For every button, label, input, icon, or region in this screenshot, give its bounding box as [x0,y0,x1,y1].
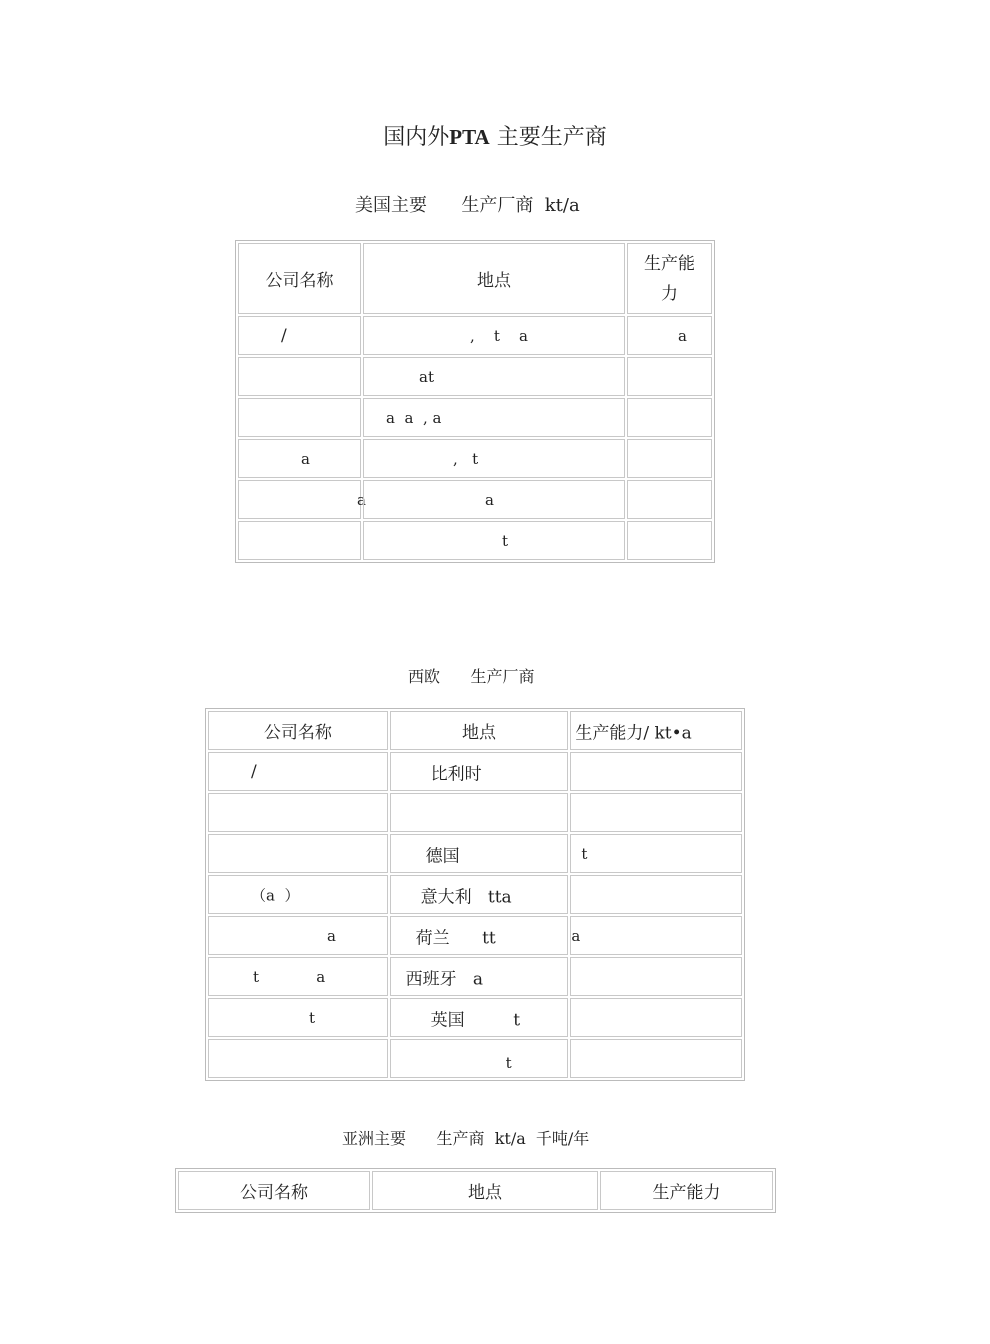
header-capacity: 生产能力/ kt•a [570,711,742,750]
table-header-row [208,711,742,750]
page-title: 国内外PTA 主要生产商 [383,125,607,150]
table-row: t 英国 t [208,998,742,1037]
table-row: t [208,1039,742,1078]
asia-table-caption: 亚洲主要 生产商 kt/a 千吨/年 [342,1129,590,1148]
table-row: （a ） 意大利 tta [208,875,742,914]
table-row: / 比利时 [208,752,742,791]
header-location: 地点 [372,1171,598,1210]
table-row: t a 西班牙 a [208,957,742,996]
header-capacity: 生产能力 [627,243,712,314]
header-company: 公司名称 [238,243,361,314]
table-row: / , t a a [238,316,712,355]
table-row: a , t [238,439,712,478]
header-capacity: 生产能力 [600,1171,773,1210]
europe-table-caption: 西欧 生产厂商 [408,667,535,686]
asia-producers-table [175,1168,776,1213]
table-row: a 荷兰 tt a [208,916,742,955]
table-row: t [238,521,712,560]
us-table-caption: 美国主要 生产厂商 kt/a [355,195,580,216]
header-company: 公司名称 [178,1171,370,1210]
us-producers-table [235,240,715,563]
header-location: 地点 [363,243,625,314]
header-company: 公司名称 [208,711,388,750]
header-location: 地点 [390,711,569,750]
table-header-row [178,1171,773,1210]
table-row [208,793,742,832]
europe-producers-table [205,708,745,1081]
table-row: at [238,357,712,396]
table-header-row [238,243,712,314]
table-row: a a [238,480,712,519]
table-row: 德国 t [208,834,742,873]
table-row: a a , a [238,398,712,437]
